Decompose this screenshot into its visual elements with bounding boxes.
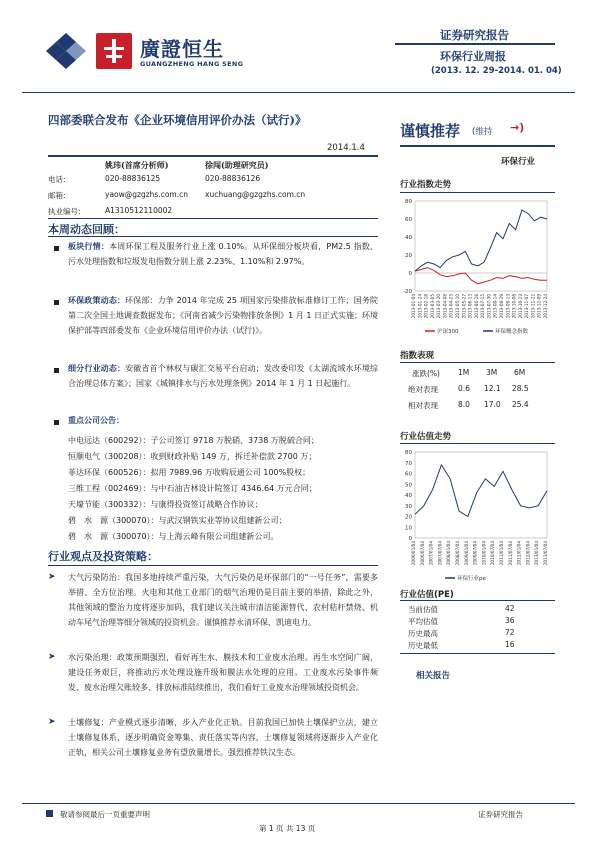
val-trend-title: 行业估值走势	[400, 432, 452, 442]
analyst-email-1[interactable]: yaow@gzgzhs.com.cn	[105, 190, 188, 199]
x-tick-label: 2013-08-29	[499, 294, 504, 319]
pe-value: 42	[505, 604, 515, 613]
pe-value: 16	[505, 640, 515, 649]
analyst-phone-1: 020-88836125	[105, 174, 161, 183]
perf-cell: 12.1	[484, 384, 501, 393]
bullet-icon	[54, 420, 59, 425]
y-tick-label: 30	[405, 503, 412, 510]
plot-frame	[415, 452, 547, 538]
company-item: 菲达环保（600526）：拟用 7989.96 万收购辰通公司 100%股权；	[68, 468, 311, 477]
x-tick-label: 2013-07-15	[480, 294, 486, 319]
y-tick-label: 20	[405, 253, 412, 259]
perf-header: 3M	[486, 368, 498, 377]
x-tick-label: 2013-07-30	[486, 294, 492, 319]
index-trend-chart	[395, 195, 555, 337]
perf-rule	[400, 362, 555, 363]
x-tick-label: 2013-05-27	[461, 294, 467, 319]
company-item: 恒顺电气（300208）：收到财政补贴 149 万，拆迁补偿款 2700 万；	[68, 452, 317, 461]
x-tick-label: 2013-06-28	[473, 294, 479, 319]
review-heading: 本周动态回顾：	[48, 223, 125, 236]
analyst-name-1: 姚玮(首席分析师)	[105, 160, 169, 170]
x-tick-label: 2013/01/04	[534, 541, 540, 566]
perf-cell: 8.0	[458, 400, 470, 409]
company-announcements-label: 重点公司公告：	[68, 416, 124, 425]
pe-rule-bottom	[400, 653, 555, 654]
page-number: 第 1 页 共 13 页	[259, 824, 316, 833]
x-tick-label: 2013-04-08	[442, 294, 448, 319]
y-tick-label: 0	[408, 271, 412, 277]
x-tick-label: 2012/01/04	[516, 541, 522, 566]
title-rule	[48, 155, 378, 157]
report-period: (2013. 12. 29-2014. 01. 04)	[431, 66, 562, 76]
rating-sub: (维持	[472, 127, 493, 137]
review-item-policy: 环保政策动态：环保部：力争 2014 年完成 25 项国家污染排放标准修订工作；国务院第二次全国土地调查数据发布；《河南省减少污染物排放条例》1 月 1 日正式实施；环境保护部等四部委发布《企业环境信用评价办法（试行)》。	[68, 296, 378, 335]
company-item: 碧 水 源（300070）：与上海云峰有限公司组建新公司。	[68, 532, 279, 541]
company-item: 天壕节能（300332）：与康得投资签订战略合作协议；	[68, 500, 263, 509]
x-tick-label: 2013-02-18	[423, 294, 429, 319]
rating-rule	[400, 145, 555, 147]
company-item: 碧 水 源（300070）：与武汉钢铁实业等协议组建新公司；	[68, 516, 287, 525]
series-line-1	[415, 465, 547, 517]
pe-label: 历史最高	[408, 629, 438, 638]
rating-main: 谨慎推荐	[400, 122, 461, 140]
y-tick-label: -20	[403, 289, 412, 295]
series-line-2	[415, 210, 547, 271]
perf-title: 指数表现	[400, 351, 435, 361]
brand-name-en: GUANGZHENG HANG SENG	[140, 60, 244, 68]
company-item: 中电远达（600292）：子公司签订 9718 万脱硝、3738 万脱硫合同；	[68, 436, 319, 445]
legend-label: 沪深300	[437, 329, 459, 335]
company-item: 三维工程（002469）：与中石油吉林设计院签订 4346.64 万元合同；	[68, 484, 317, 493]
x-tick-label: 2012/07/04	[525, 541, 531, 566]
x-tick-label: 2013-03-05	[429, 294, 435, 319]
pe-value: 72	[505, 628, 515, 637]
pe-label: 平均估值	[408, 617, 438, 626]
legend-label: 环保概念指数	[495, 329, 529, 335]
pe-label: 历史最低	[408, 641, 438, 650]
x-tick-label: 2010/07/04	[490, 541, 496, 566]
y-tick-label: 70	[405, 460, 412, 467]
perf-row-label: 相对表现	[408, 401, 438, 410]
header-rule	[22, 92, 575, 93]
x-tick-label: 2010/01/04	[481, 541, 487, 566]
x-tick-label: 2013-12-24	[543, 294, 548, 319]
perf-header: 6M	[514, 368, 526, 377]
x-tick-label: 2009/01/04	[463, 541, 469, 566]
analyst-label-email: 邮箱:	[48, 191, 66, 200]
x-tick-label: 2013-12-09	[536, 294, 542, 319]
bullet-icon	[54, 246, 59, 251]
pe-title: 行业估值(PE)	[400, 590, 454, 600]
pe-label: 当前估值	[408, 605, 438, 614]
legend-label: 环保行业pe	[457, 576, 486, 582]
review-rule-bottom	[48, 236, 378, 237]
x-tick-label: 2013-03-20	[436, 294, 442, 319]
analyst-label-phone: 电话:	[48, 175, 66, 184]
x-tick-label: 2013-08-14	[492, 294, 498, 319]
footer-disclaimer: 敬请参阅最后一页重要声明	[60, 810, 150, 819]
view-item-air: 大气污染防治：我国多地持续严重污染，大气污染仍是环保部门的“一号任务”，需要多举措、全方位治理。火电和其他工业部门的烟气治理仍是目前主要的举措，除此之外，其他领域的整治力度将逐步加码，我们建议关注城市清洁能源替代、农村秸秆禁烧、机动车尾气治理等细分领域的投资机会。谨慎推荐永清环保、凯迪电力。	[68, 573, 379, 627]
report-type: 证券研究报告	[440, 28, 509, 42]
bullet-icon	[54, 300, 59, 305]
x-tick-label: 2013-10-23	[517, 294, 523, 319]
perf-row-label: 绝对表现	[408, 385, 438, 394]
val-trend-rule	[400, 443, 555, 444]
view-item-soil: 土壤修复：产业模式逐步清晰，步入产业化正轨。目前我国已加快土壤保护立法，建立土壤修复体系，逐步明确资金筹集、责任落实等内容，土壤修复领域将逐渐步入产业化正轨，相关公司土壤修复业务有望放量增长。强烈推荐铁汉生态。	[68, 718, 378, 757]
series-line-1	[415, 268, 547, 284]
x-tick-label: 2008/07/04	[455, 541, 460, 566]
footer-mark-icon	[46, 810, 53, 817]
perf-cell: 25.4	[512, 400, 529, 409]
rating-arrow: →)	[510, 121, 525, 134]
perf-cell: 0.6	[458, 384, 470, 393]
pe-value: 36	[505, 616, 515, 625]
y-tick-label: 80	[405, 450, 412, 456]
y-tick-label: 60	[405, 217, 412, 223]
x-tick-label: 2013-04-23	[448, 294, 454, 319]
x-tick-label: 2008/01/04	[446, 541, 452, 566]
footer-rule	[22, 803, 575, 804]
analyst-label-license: 执业编号:	[48, 207, 81, 216]
y-tick-label: 50	[405, 482, 412, 489]
review-rule-top	[48, 218, 378, 219]
y-tick-label: 0	[408, 536, 412, 542]
y-tick-label: 60	[405, 471, 412, 478]
views-heading: 行业观点及投资策略：	[48, 550, 158, 563]
index-trend-rule	[400, 192, 555, 193]
perf-header: 涨跌(%)	[412, 369, 440, 378]
x-tick-label: 2011/07/04	[507, 541, 513, 566]
x-tick-label: 2006/01/04	[411, 541, 416, 566]
perf-cell: 28.5	[512, 384, 529, 393]
pe-rule	[400, 600, 555, 601]
x-tick-label: 2013-11-22	[530, 294, 536, 319]
x-tick-label: 2013-05-10	[455, 294, 460, 319]
industry-label: 环保行业	[501, 157, 536, 167]
y-tick-label: 10	[405, 525, 412, 532]
bullet-icon	[54, 368, 59, 373]
review-item-market: 板块行情：本周环保工程及服务行业上涨 0.10%。从环保细分板块看，PM2.5 指数、污水处理指数和垃圾发电指数分别上涨 2.23%、1.10%和 2.97%。	[68, 242, 379, 266]
brand-name: 廣證恒生	[140, 37, 224, 61]
index-trend-title: 行业指数走势	[400, 180, 452, 190]
y-tick-label: 20	[405, 514, 412, 521]
x-tick-label: 2013-01-24	[417, 294, 423, 319]
analyst-name-2: 徐闯(助理研究员)	[205, 160, 269, 170]
views-rule	[48, 565, 378, 566]
view-item-water: 水污染治理：政策预期强烈，看好再生水、膜技术和工业废水治理。再生水空间广阔，建设任务艰巨，将推动污水处理设施升级和膜法水处理的应用。工业废水污染事件频发、废水治理欠账较多、排放标准陆续推出，我们看好工业废水治理领域投资机会。	[68, 653, 379, 692]
footer-right-label: 证券研究报告	[478, 810, 523, 819]
val-trend-chart	[395, 446, 555, 584]
x-tick-label: 2013-06-13	[467, 294, 473, 319]
analyst-phone-2: 020-88836126	[205, 174, 261, 183]
y-tick-label: 40	[405, 235, 412, 241]
brand-seal-icon	[96, 33, 132, 69]
x-tick-label: 2007/01/04	[428, 541, 434, 566]
report-subtitle: 环保行业周报	[440, 50, 506, 63]
review-item-subsector: 细分行业动态：安徽省首个林权与碳汇交易平台启动；发改委印发《太湖流域水环境综合治理总体方案》；国家《城镇排水与污水处理条例》2014 年 1 月 1 日起施行。	[68, 364, 379, 388]
report-date: 2014.1.4	[327, 143, 365, 153]
x-tick-label: 2013/07/04	[543, 541, 548, 566]
x-tick-label: 2009/07/04	[472, 541, 478, 566]
header-divider	[395, 43, 555, 45]
x-tick-label: 2011/01/04	[499, 541, 504, 566]
x-tick-label: 2013-11-07	[524, 294, 530, 319]
analyst-license: A1310512110002	[105, 206, 173, 215]
x-tick-label: 2006/07/04	[419, 541, 425, 566]
arrow-bullet-icon: ➤	[48, 652, 56, 662]
perf-header: 1M	[458, 368, 470, 377]
x-tick-label: 2013-09-13	[505, 294, 511, 319]
analyst-email-2[interactable]: xuchuang@gzgzhs.com.cn	[205, 190, 306, 199]
arrow-bullet-icon: ➤	[48, 572, 56, 582]
related-reports-title[interactable]: 相关报告	[416, 671, 451, 681]
x-tick-label: 2007/07/04	[437, 541, 443, 566]
arrow-bullet-icon: ➤	[48, 717, 56, 727]
perf-cell: 17.0	[484, 400, 501, 409]
company-logo	[46, 33, 86, 69]
x-tick-label: 2013-01-04	[411, 294, 416, 319]
y-tick-label: 80	[405, 199, 412, 205]
x-tick-label: 2013-10-08	[511, 294, 517, 319]
report-title: 四部委联合发布《企业环境信用评价办法（试行)》	[48, 113, 307, 127]
y-tick-label: 40	[405, 493, 412, 499]
